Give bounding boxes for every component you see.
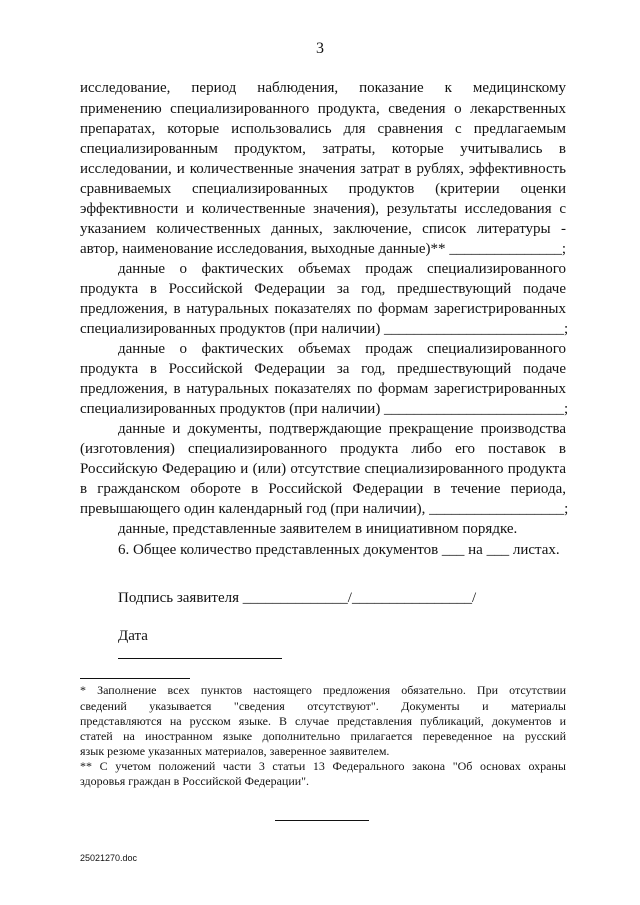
body-line: в гражданском обороте в Российской Федерации в течение периода,	[80, 481, 566, 497]
body-line: Российскую Федерацию и (или) отсутствие специализированного продукта	[80, 461, 566, 477]
date-label: Дата	[118, 628, 148, 644]
footnote-line: статей на иностранном языке дополнительно прилагается переведенное на русский	[80, 729, 566, 743]
body-line: продукта в Российской Федерации за год, предшествующий подаче	[80, 361, 566, 377]
body-line: продукта в Российской Федерации за год, предшествующий подаче	[80, 281, 566, 297]
body-line: эффективности и количественные значения), результаты исследования с	[80, 201, 566, 217]
body-line: специализированных продуктов (при наличии) ________________________;	[80, 401, 569, 417]
body-line: специализированным продуктом, затраты, которые учитывались в	[80, 141, 566, 157]
body-line: (изготовления) специализированного продукта либо его поставок в	[80, 441, 566, 457]
body-line: превышающего один календарный год (при наличии), __________________;	[80, 501, 569, 517]
file-name: 25021270.doc	[80, 853, 138, 863]
signature-line: Подпись заявителя ______________/________________/	[118, 590, 477, 606]
body-line: применению специализированного продукта, сведения о лекарственных	[80, 101, 566, 117]
body-line: исследование, период наблюдения, показание к медицинскому	[80, 80, 566, 96]
footnote-line: сведений указывается "сведения отсутствуют". Документы и материалы	[80, 699, 566, 713]
body-line: данные и документы, подтверждающие прекращение производства	[118, 421, 566, 437]
footnote-line: представляются на русском языке. В случае представления публикаций, документов и	[80, 714, 566, 728]
footnote-line: * Заполнение всех пунктов настоящего предложения обязательно. При отсутствии	[80, 683, 566, 697]
body-line: данные о фактических объемах продаж специализированного	[118, 261, 566, 277]
footnote-line: здоровья граждан в Российской Федерации".	[80, 774, 310, 788]
footnote-separator	[80, 678, 190, 679]
body-line: предложения, в натуральных показателях по формам зарегистрированных	[80, 381, 566, 397]
body-line: 6. Общее количество представленных документов ___ на ___ листах.	[118, 542, 560, 558]
end-separator	[275, 820, 369, 821]
body-line: предложения, в натуральных показателях по формам зарегистрированных	[80, 301, 566, 317]
body-line: сравниваемых специализированных продуктов (критерии оценки	[80, 181, 566, 197]
date-blank-line	[118, 658, 282, 659]
body-line: данные о фактических объемах продаж специализированного	[118, 341, 566, 357]
body-line: специализированных продуктов (при наличии) ________________________;	[80, 321, 569, 337]
body-line: препаратах, которые использовались для сравнения с предлагаемым	[80, 121, 566, 137]
body-line: исследовании, и количественные значения затрат в рублях, эффективность	[80, 161, 566, 177]
footnote-line: ** С учетом положений части 3 статьи 13 Федерального закона "Об основах охраны	[80, 759, 566, 773]
body-line: указанием количественных данных, заключение, список литературы -	[80, 221, 566, 237]
body-line: автор, наименование исследования, выходные данные)** _______________;	[80, 241, 566, 257]
page-number: 3	[316, 40, 324, 57]
footnote-line: язык резюме указанных материалов, заверенное заявителем.	[80, 744, 390, 758]
body-line: данные, представленные заявителем в инициативном порядке.	[118, 521, 518, 537]
